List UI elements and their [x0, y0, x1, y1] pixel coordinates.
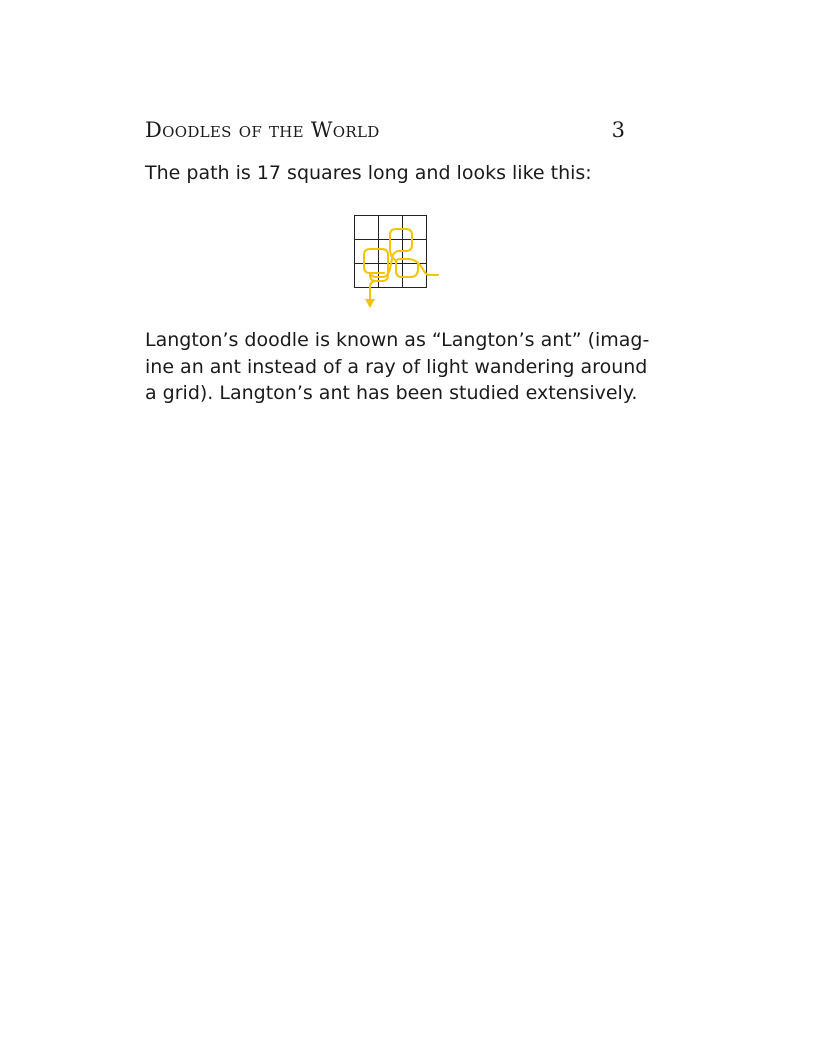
langtons-ant-figure	[340, 205, 450, 317]
paragraph-langtons-ant	[145, 327, 650, 407]
running-title: Doodles of the World	[145, 118, 380, 142]
path-loop-right	[396, 259, 424, 277]
paragraph-path-length: The path is 17 squares long and looks like this:	[145, 162, 592, 184]
path-loop-top	[390, 229, 412, 261]
paragraph-line: a grid). Langton’s ant has been studied extensively.	[145, 382, 638, 404]
page-number: 3	[611, 118, 625, 142]
running-head	[145, 118, 625, 148]
paragraph-line: Langton’s doodle is known as “Langton’s ant” (imag-	[145, 329, 650, 351]
arrow-down-icon	[365, 299, 375, 308]
paragraph-line: ine an ant instead of a ray of light wandering around	[145, 355, 648, 378]
path-exit	[370, 281, 376, 299]
